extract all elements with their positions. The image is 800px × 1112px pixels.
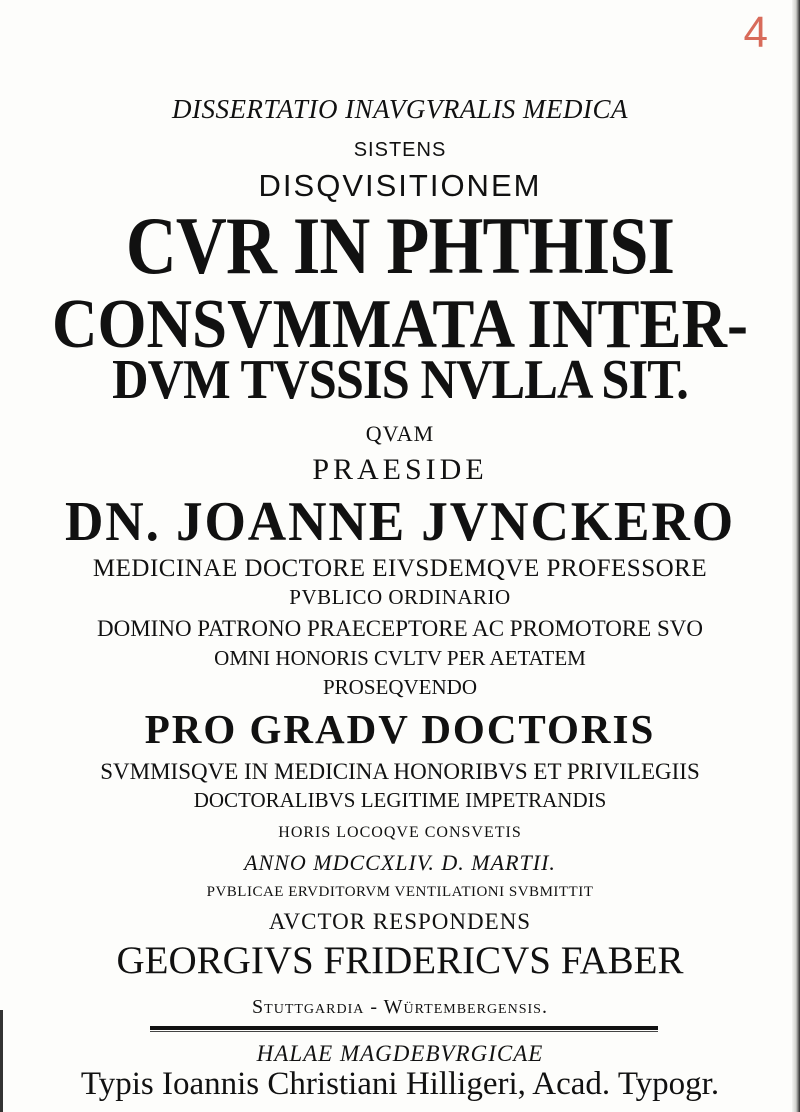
- praeses-title-line-2: PVBLICO ORDINARIO: [289, 585, 511, 609]
- page-number: 4: [743, 8, 768, 57]
- date-line: ANNO MDCCXLIV. D. MARTII.: [244, 850, 556, 875]
- quam-line: QVAM: [365, 421, 435, 446]
- sistens-line: SISTENS: [353, 139, 447, 161]
- dedication-line-1: DOMINO PATRONO PRAECEPTORE AC PROMOTORE SVO: [97, 616, 703, 641]
- honors-line-2: DOCTORALIBVS LEGITIME IMPETRANDIS: [193, 788, 607, 812]
- honors-line-1: SVMMISQVE IN MEDICINA HONORIBVS ET PRIVILEGIIS: [100, 759, 700, 784]
- ventilation-line: PVBLICAE ERVDITORVM VENTILATIONI SVBMITTIT: [206, 884, 594, 900]
- divider-rule-thin: [150, 1031, 658, 1032]
- dissertation-heading: DISSERTATIO INAVGVRALIS MEDICA: [171, 94, 629, 124]
- main-title-line-2: CONSVMMATA INTER-: [52, 286, 748, 363]
- praeside-line: PRAESIDE: [312, 453, 488, 486]
- hours-place-line: HORIS LOCOQVE CONSVETIS: [278, 824, 522, 841]
- dedication-line-3: PROSEQVENDO: [322, 675, 477, 699]
- author-origin: Stuttgardia - Würtembergensis.: [252, 996, 548, 1018]
- divider-rule: [150, 1026, 658, 1030]
- disquisitionem-line: DISQVISITIONEM: [258, 168, 542, 203]
- dedication-line-2: OMNI HONORIS CVLTV PER AETATEM: [214, 646, 586, 670]
- main-title-line-1: CVR IN PHTHISI: [125, 200, 675, 291]
- main-title-line-3: DVM TVSSIS NVLLA SIT.: [112, 349, 688, 411]
- degree-heading: PRO GRADV DOCTORIS: [144, 706, 656, 752]
- respondent-label: AVCTOR RESPONDENS: [268, 909, 532, 934]
- author-name: GEORGIVS FRIDERICVS FABER: [116, 939, 684, 982]
- praeses-title-line-1: MEDICINAE DOCTORE EIVSDEMQVE PROFESSORE: [92, 555, 708, 582]
- imprint-place: HALAE MAGDEBVRGICAE: [256, 1041, 544, 1066]
- imprint-printer: Typis Ioannis Christiani Hilligeri, Acad. Typogr.: [80, 1066, 720, 1102]
- praeses-name: DN. JOANNE JVNCKERO: [64, 491, 736, 553]
